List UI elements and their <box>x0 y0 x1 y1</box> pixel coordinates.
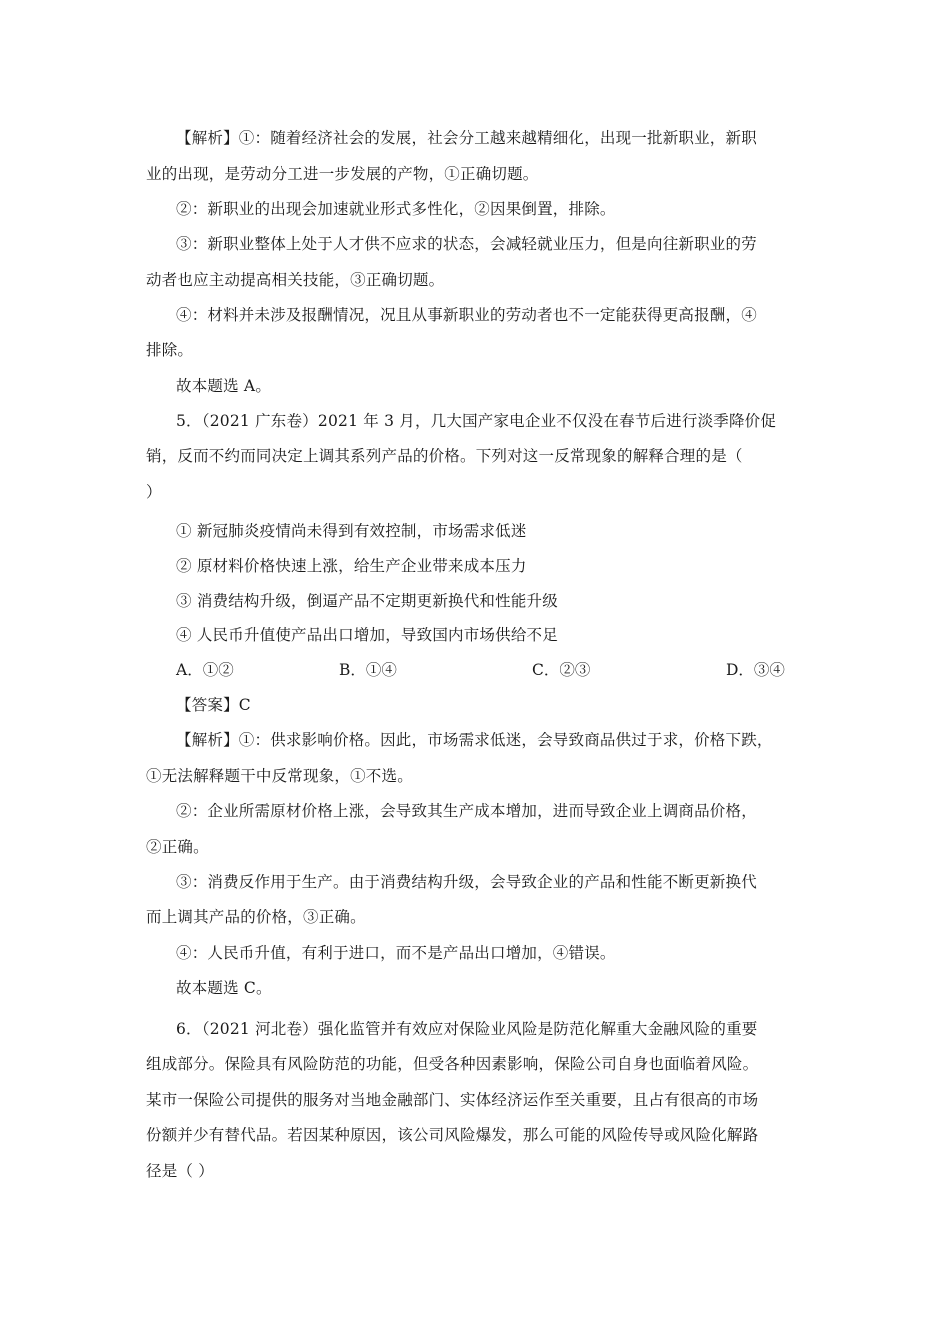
q5-analysis-line-2: ①无法解释题干中反常现象，①不选。 <box>146 767 413 785</box>
q5-option-d: D．③④ <box>726 661 785 679</box>
q4-analysis-line-7: 排除。 <box>146 341 194 359</box>
q6-stem-line-4: 份额并少有替代品。若因某种原因，该公司风险爆发，那么可能的风险传导或风险化解路 <box>146 1126 759 1144</box>
q6-stem-line-2: 组成部分。保险具有风险防范的功能，但受各种因素影响，保险公司自身也面临着风险。 <box>146 1055 759 1073</box>
q5-option-a: A．①② <box>176 661 234 679</box>
q5-analysis-line-6: 而上调其产品的价格，③正确。 <box>146 908 366 926</box>
q4-analysis-line-3: ②：新职业的出现会加速就业形式多性化，②因果倒置，排除。 <box>176 200 616 218</box>
q5-analysis-line-1: 【解析】①：供求影响价格。因此，市场需求低迷，会导致商品供过于求，价格下跌， <box>176 731 773 749</box>
q4-analysis-line-2: 业的出现，是劳动分工进一步发展的产物，①正确切题。 <box>146 165 539 183</box>
q4-analysis-line-5: 动者也应主动提高相关技能，③正确切题。 <box>146 271 445 289</box>
q5-conclusion: 故本题选 C。 <box>176 979 272 997</box>
q5-stem-line-3: ） <box>146 483 162 501</box>
q6-stem-line-3: 某市一保险公司提供的服务对当地金融部门、实体经济运作至关重要，且占有很高的市场 <box>146 1091 759 1109</box>
q6-stem-line-1: 6．（2021 河北卷）强化监管并有效应对保险业风险是防范化解重大金融风险的重要 <box>176 1020 758 1038</box>
q5-option-c: C．②③ <box>532 661 591 679</box>
q5-stem-line-2: 销，反而不约而同决定上调其系列产品的价格。下列对这一反常现象的解释合理的是（ <box>146 447 743 465</box>
q5-analysis-line-4: ②正确。 <box>146 838 209 856</box>
q4-analysis-line-6: ④：材料并未涉及报酬情况，况且从事新职业的劳动者也不一定能获得更高报酬，④ <box>176 306 757 324</box>
q5-analysis-line-7: ④：人民币升值，有利于进口，而不是产品出口增加，④错误。 <box>176 944 616 962</box>
q5-analysis-line-5: ③：消费反作用于生产。由于消费结构升级，会导致企业的产品和性能不断更新换代 <box>176 873 757 891</box>
q5-item-2: ② 原材料价格快速上涨，给生产企业带来成本压力 <box>176 557 527 575</box>
q6-stem-line-5: 径是（ ） <box>146 1162 214 1180</box>
q5-option-b: B．①④ <box>339 661 397 679</box>
q5-item-1: ① 新冠肺炎疫情尚未得到有效控制，市场需求低迷 <box>176 522 527 540</box>
q5-item-4: ④ 人民币升值使产品出口增加，导致国内市场供给不足 <box>176 626 558 644</box>
q5-answer: 【答案】C <box>176 696 251 714</box>
q5-stem-line-1: 5．（2021 广东卷）2021 年 3 月，几大国产家电企业不仅没在春节后进行淡季降价促 <box>176 412 777 430</box>
q4-analysis-line-4: ③：新职业整体上处于人才供不应求的状态，会减轻就业压力，但是向往新职业的劳 <box>176 235 757 253</box>
q4-analysis-line-1: 【解析】①：随着经济社会的发展，社会分工越来越精细化，出现一批新职业，新职 <box>176 129 757 147</box>
q5-analysis-line-3: ②：企业所需原材价格上涨，会导致其生产成本增加，进而导致企业上调商品价格， <box>176 802 757 820</box>
q4-conclusion: 故本题选 A。 <box>176 377 272 395</box>
q5-item-3: ③ 消费结构升级，倒逼产品不定期更新换代和性能升级 <box>176 592 558 610</box>
